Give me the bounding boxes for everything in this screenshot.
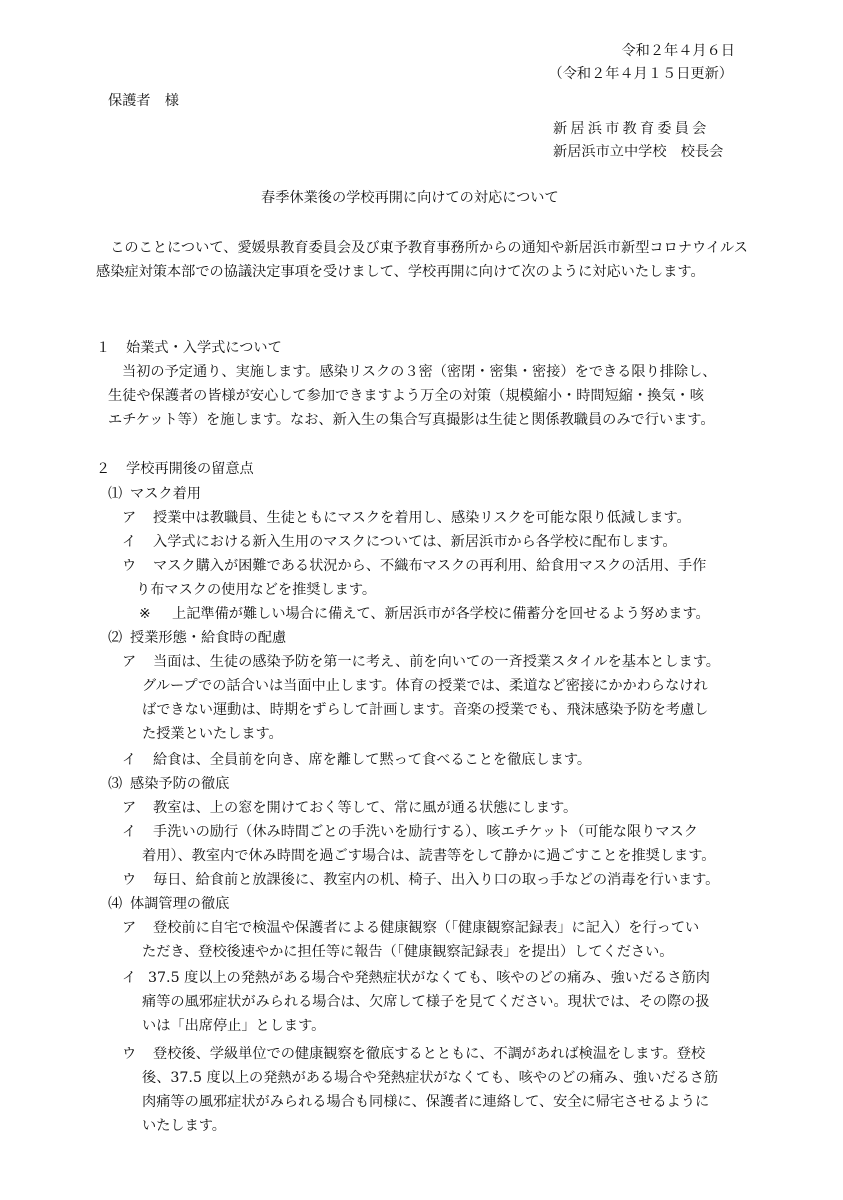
- note-mark: ※: [139, 606, 151, 622]
- item-line: 手洗いの励行（休み時間ごとの手洗いを励行する）、咳エチケット（可能な限りマスク: [153, 824, 698, 840]
- item-line: 37.5 度以上の発熱がある場合や発熱症状がなくても、咳やのどの痛み、強いだるさ筋肉: [148, 970, 710, 986]
- item-mark: ア: [122, 920, 137, 936]
- item-line: 毎日、給食前と放課後に、教室内の机、椅子、出入り口の取っ手などの消毒を行います。: [153, 872, 720, 888]
- item-mark: イ: [122, 824, 137, 840]
- item-line: いは「出席停止」とします。: [142, 1018, 326, 1034]
- item-line: 上記準備が難しい場合に備えて、新居浜市が各学校に備蓄分を回せるよう努めます。: [172, 606, 710, 622]
- issue-date: 令和２年４月６日: [621, 43, 735, 59]
- item-line: 授業中は教職員、生徒ともにマスクを着用し、感染リスクを可能な限り低減します。: [153, 510, 691, 526]
- item-line: 痛等の風邪症状がみられる場合は、欠席して様子を見てください。現状では、その際の扱: [142, 994, 710, 1010]
- item-line: 当面は、生徒の感染予防を第一に考え、前を向いての一斉授業スタイルを基本とします。: [153, 654, 720, 670]
- section-1-line: 当初の予定通り、実施します。感染リスクの３密（密閉・密集・密接）をできる限り排除し、: [122, 364, 717, 380]
- subsection-label: ⑴: [108, 486, 123, 502]
- item-line: り布マスクの使用などを推奨します。: [136, 582, 377, 598]
- item-line: た授業といたします。: [142, 726, 283, 742]
- item-line: ただき、登校後速やかに担任等に報告（「健康観察記録表」を提出）してください。: [142, 944, 674, 960]
- item-mark: イ: [122, 970, 137, 986]
- subsection-heading: [108, 893, 229, 917]
- section-2-title: 学校再開後の留意点: [126, 461, 254, 477]
- sender-board: 新居浜市教育委員会: [553, 121, 710, 137]
- item-line: グループでの話合いは当面中止します。体育の授業では、柔道など密接にかかわらなけれ: [142, 678, 708, 694]
- item-mark: イ: [122, 534, 137, 550]
- item-line: 教室は、上の窓を開けておく等して、常に風が通る状態にします。: [153, 800, 578, 816]
- subsection-title: 体調管理の徹底: [130, 896, 230, 912]
- section-1-number: １: [96, 340, 111, 356]
- item-mark: イ: [122, 752, 137, 768]
- section-1-heading: [96, 337, 282, 361]
- item-line: 肉痛等の風邪症状がみられる場合も同様に、保護者に連絡して、安全に帰宅させるように: [142, 1094, 710, 1110]
- item-line: いたします。: [142, 1118, 226, 1134]
- section-1-title: 始業式・入学式について: [126, 340, 282, 356]
- subsection-title: マスク着用: [130, 486, 201, 502]
- item-line: 登校後、学級単位での健康観察を徹底するとともに、不調があれば検温をします。登校: [153, 1046, 706, 1062]
- item-line: マスク購入が困難である状況から、不織布マスクの再利用、給食用マスクの活用、手作: [153, 558, 707, 574]
- item-mark: ア: [122, 510, 137, 526]
- subsection-title: 感染予防の徹底: [130, 776, 230, 792]
- section-2-number: ２: [96, 461, 111, 477]
- item-mark: ウ: [122, 1046, 137, 1062]
- subsection-label: ⑵: [108, 630, 123, 646]
- subsection-heading: [108, 773, 229, 797]
- item-line: ばできない運動は、時期をずらして計画します。音楽の授業でも、飛沫感染予防を考慮し: [142, 702, 709, 718]
- section-1-line: エチケット等）を施します。なお、新入生の集合写真撮影は生徒と関係教職員のみで行います。: [108, 412, 715, 428]
- subsection-title: 授業形態・給食時の配慮: [130, 630, 287, 646]
- intro-paragraph: このことについて、愛媛県教育委員会及び東予教育事務所からの通知や新居浜市新型コロナウイルス感染症対策本部での協議決定事項を受けまして、学校再開に向けて次のように対応いたします。: [96, 240, 748, 280]
- document-title: 春季休業後の学校再開に向けての対応について: [261, 190, 559, 206]
- item-mark: ウ: [122, 872, 137, 888]
- section-2-heading: [96, 458, 254, 482]
- item-line: 入学式における新入生用のマスクについては、新居浜市から各学校に配布します。: [153, 534, 677, 550]
- subsection-heading: [108, 483, 201, 507]
- item-line: 後、37.5 度以上の発熱がある場合や発熱症状がなくても、咳やのどの痛み、強いだるさ筋: [142, 1070, 719, 1086]
- item-line: 着用）、教室内で休み時間を過ごす場合は、読書等をして静かに過ごすことを推奨します。: [142, 848, 716, 864]
- addressee: 保護者 様: [108, 93, 179, 109]
- item-mark: ア: [122, 800, 137, 816]
- item-mark: ア: [122, 654, 137, 670]
- item-line: 登校前に自宅で検温や保護者による健康観察（「健康観察記録表」に記入）を行ってい: [153, 920, 700, 936]
- item-mark: ウ: [122, 558, 137, 574]
- subsection-label: ⑶: [108, 776, 123, 792]
- section-1-line: 生徒や保護者の皆様が安心して参加できますよう万全の対策（規模縮小・時間短縮・換気・咳: [108, 388, 704, 404]
- sender-principals: 新居浜市立中学校 校長会: [553, 144, 724, 160]
- subsection-heading: [108, 627, 286, 651]
- item-line: 給食は、全員前を向き、席を離して黙って食べることを徹底します。: [153, 752, 592, 768]
- subsection-label: ⑷: [108, 896, 123, 912]
- update-date: （令和２年４月１５日更新）: [548, 66, 733, 82]
